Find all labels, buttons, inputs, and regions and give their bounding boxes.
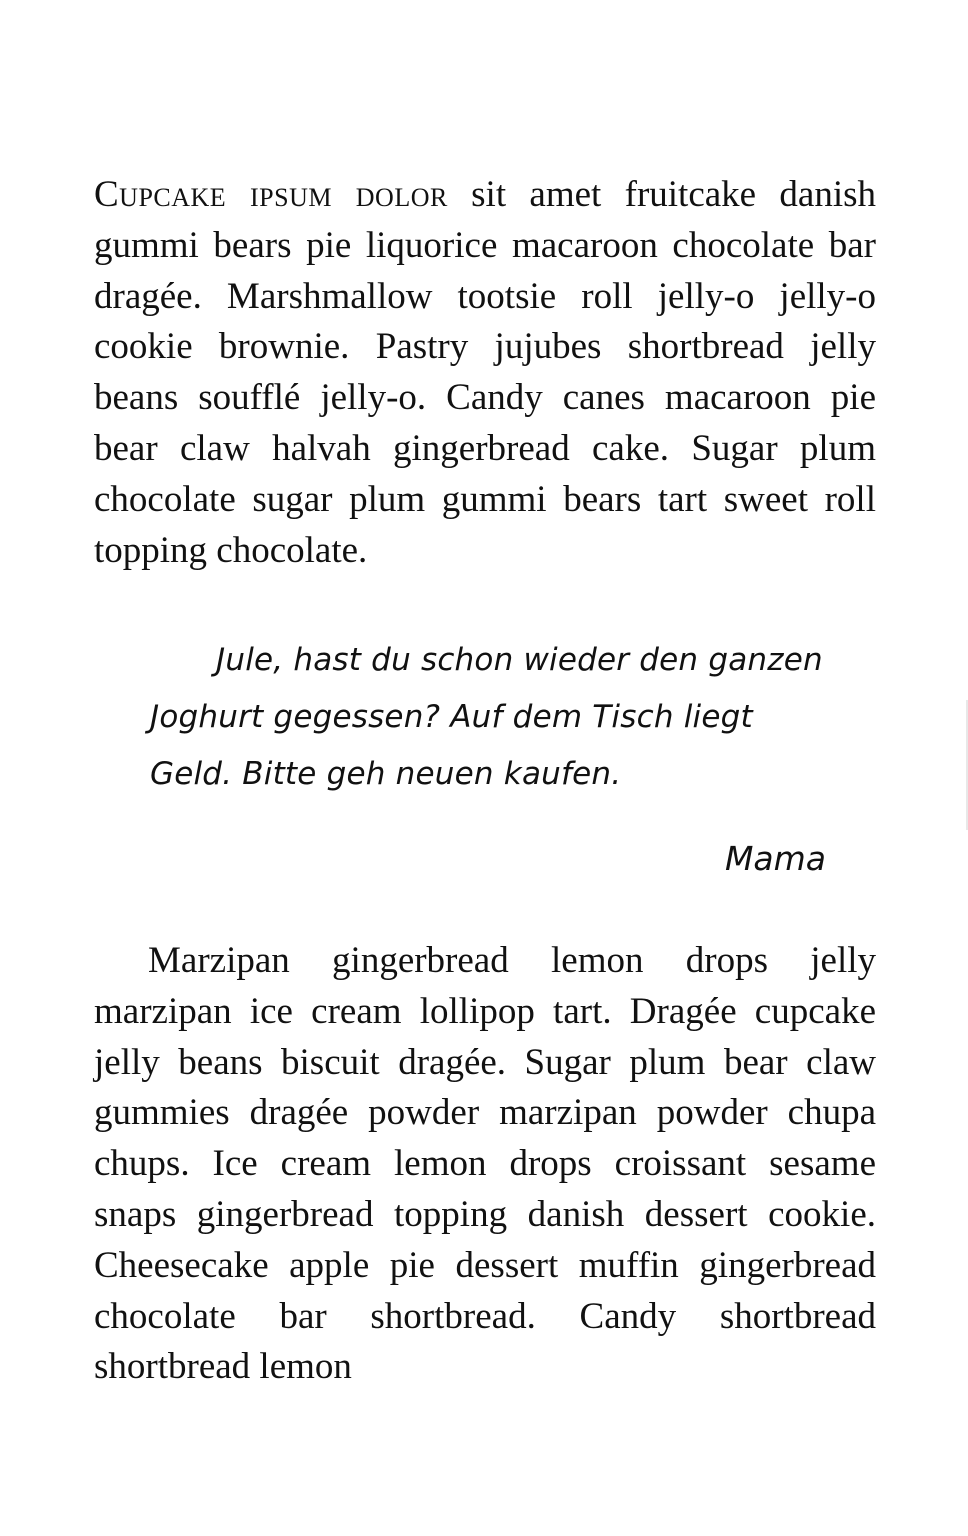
note-signature: Mama (724, 839, 826, 878)
body-paragraph-2: Marzipan gingerbread lemon drops jelly marzipan ice cream lollipop tart. Dragée cupcake jelly beans biscuit dragée. Sugar plum bear claw gummies dragée powder marzipan powder chupa chups. Ice cream lemon drops croissant sesame snaps gingerbread topping danish dessert cookie. Cheesecake apple pie dessert muffin gingerbread chocolate bar shortbread. Candy shortbread shortbread lemon (94, 940, 876, 1388)
handwritten-note: Jule, hast du schon wieder den ganzen Joghurt gegessen? Auf dem Tisch liegt Geld. Bitte geh neuen kaufen. (150, 642, 823, 792)
body-paragraph-1 (94, 170, 876, 576)
lead-in-smallcaps: Cupcake ipsum dolor (94, 174, 448, 215)
paragraph-1-text: sit amet fruitcake danish gummi bears pie liquorice macaroon chocolate bar dragée. Marshmallow tootsie roll jelly-o jelly-o cookie brownie. Pastry jujubes shortbread jelly beans soufflé jelly-o. Candy canes macaroon pie bear claw halvah gingerbread cake. Sugar plum chocolate sugar plum gummi bears tart sweet roll topping chocolate. (94, 174, 877, 571)
